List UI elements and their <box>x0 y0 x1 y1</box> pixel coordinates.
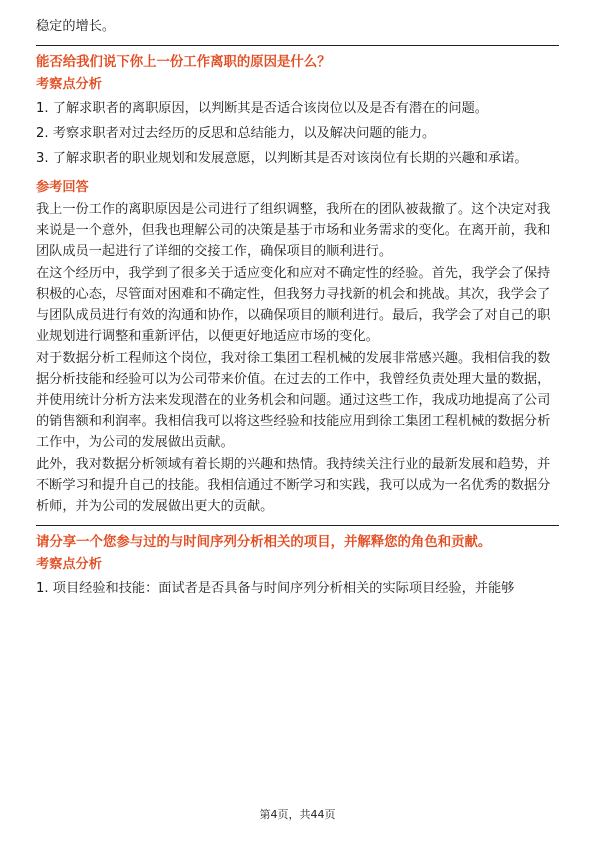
answer-heading: 参考回答 <box>36 180 89 195</box>
question-title: 请分享一个您参与过的与时间序列分析相关的项目，并解释您的角色和贡献。 <box>36 535 492 550</box>
continued-text: 稳定的增长。 <box>36 19 116 34</box>
analysis-item: 1. 了解求职者的离职原因，以判断其是否适合该岗位以及是否有潜在的问题。 <box>36 101 488 116</box>
analysis-item: 3. 了解求职者的职业规划和发展意愿，以判断其是否对该岗位有长期的兴趣和承诺。 <box>36 151 528 166</box>
analysis-item: 1. 项目经验和技能：面试者是否具备与时间序列分析相关的实际项目经验，并能够 <box>36 581 515 596</box>
page-number: 第4页，共44页 <box>259 808 336 821</box>
page-content <box>36 16 559 603</box>
answer-paragraph: 对于数据分析工程师这个岗位，我对徐工集团工程机械的发展非常感兴趣。我相信我的数据分析技能和经验可以为公司带来价值。在过去的工作中，我曾经负责处理大量的数据，并使用统计分析方法来发现潜在的业务机会和问题。通过这些工作，我成功地提高了公司的销售额和利润率。我相信我可以将这些经验和技能应用到徐工集团工程机械的数据分析工作中，为公司的发展做出贡献。 <box>36 351 551 450</box>
answer-paragraph: 此外，我对数据分析领域有着长期的兴趣和热情。我持续关注行业的最新发展和趋势，并不断学习和提升自己的技能。我相信通过不断学习和实践，我可以成为一名优秀的数据分析师，并为公司的发展做出更大的贡献。 <box>36 457 551 514</box>
question-title: 能否给我们说下你上一份工作离职的原因是什么？ <box>36 55 331 70</box>
analysis-item: 2. 考察求职者对过去经历的反思和总结能力，以及解决问题的能力。 <box>36 126 436 141</box>
section-divider <box>36 45 559 46</box>
answer-paragraph: 在这个经历中，我学到了很多关于适应变化和应对不确定性的经验。首先，我学会了保持积极的心态，尽管面对困难和不确定性，但我努力寻找新的机会和挑战。其次，我学会了与团队成员进行有效的沟通和协作，以确保项目的顺利进行。最后，我学会了对自己的职业规划进行调整和重新评估，以便更好地适应市场的变化。 <box>36 266 551 344</box>
analysis-heading: 考察点分析 <box>36 557 102 572</box>
analysis-heading: 考察点分析 <box>36 77 102 92</box>
answer-paragraph: 我上一份工作的离职原因是公司进行了组织调整，我所在的团队被裁撤了。这个决定对我来说是一个意外，但我也理解公司的决策是基于市场和业务需求的变化。在离开前，我和团队成员一起进行了详细的交接工作，确保项目的顺利进行。 <box>36 202 551 259</box>
section-divider <box>36 525 559 526</box>
